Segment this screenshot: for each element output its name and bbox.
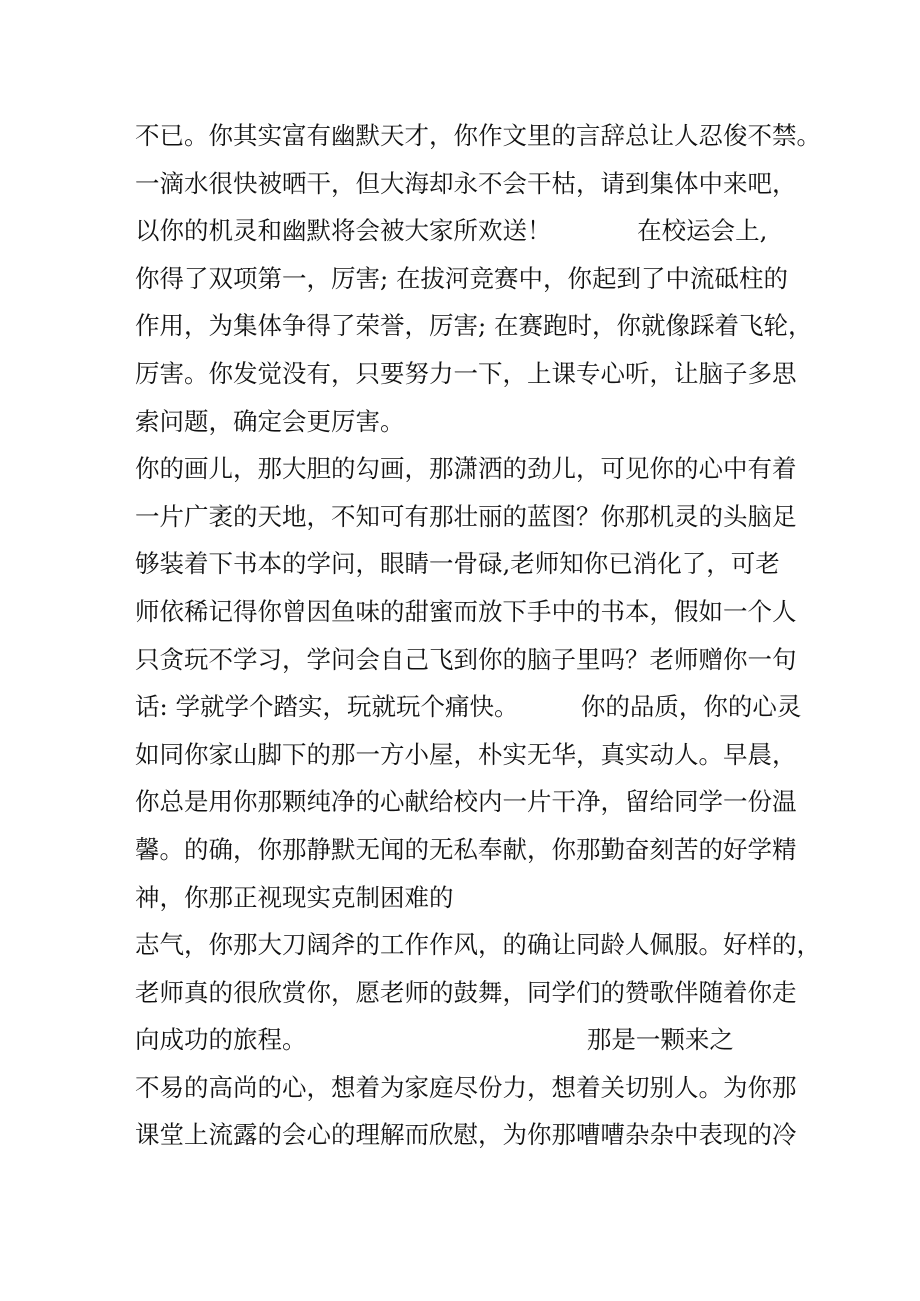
- text-line: 你得了双项第一，厉害; 在拔河竞赛中，你起到了中流砥柱的: [135, 263, 789, 293]
- text-line: 向成功的旅程。 那是一颗来之: [135, 1025, 734, 1055]
- text-line: 够装着下书本的学问，眼睛一骨碌,老师知你已消化了，可老: [135, 549, 780, 579]
- text-line: 你的画儿，那大胆的勾画，那潇洒的劲儿，可见你的心中有着: [135, 454, 797, 484]
- text-line: 一片广袤的天地，不知可有那壮丽的蓝图？你那机灵的头脑足: [135, 501, 797, 531]
- text-line: 不已。你其实富有幽默天才，你作文里的言辞总让人忍俊不禁。: [135, 121, 821, 150]
- text-line: 师依稀记得你曾因鱼味的甜蜜而放下手中的书本，假如一个人: [135, 596, 797, 626]
- text-line: 如同你家山脚下的那一方小屋，朴实无华，真实动人。早晨，: [135, 739, 797, 769]
- body-text: [135, 112, 821, 1159]
- text-line: 一滴水很快被晒干，但大海却永不会干枯，请到集体中来吧，: [135, 168, 797, 198]
- text-line: 作用，为集体争得了荣誉，厉害; 在赛跑时，你就像踩着飞轮，: [135, 311, 813, 341]
- text-line: 话: 学就学个踏实，玩就玩个痛快。 你的品质，你的心灵: [135, 692, 802, 722]
- text-line: 以你的机灵和幽默将会被大家所欢送！ 在校运会上,: [135, 216, 768, 246]
- text-line: 你总是用你那颗纯净的心献给校内一片干净，留给同学一份温: [135, 787, 797, 817]
- text-line: 厉害。你发觉没有，只要努力一下，上课专心听，让脑子多思: [135, 358, 797, 388]
- text-line: 索问题，确定会更厉害。: [135, 406, 405, 436]
- text-line: 馨。的确，你那静默无闻的无私奉献，你那勤奋刻苦的好学精: [135, 834, 797, 864]
- text-line: 老师真的很欣赏你，愿老师的鼓舞，同学们的赞歌伴随着你走: [135, 977, 797, 1007]
- text-line: 不易的高尚的心，想着为家庭尽份力，想着关切别人。为你那: [135, 1072, 797, 1102]
- text-line: 课堂上流露的会心的理解而欣慰，为你那嘈嘈杂杂中表现的冷: [135, 1120, 797, 1150]
- text-line: 只贪玩不学习，学问会自己飞到你的脑子里吗？老师赠你一句: [135, 644, 797, 674]
- text-line: 志气，你那大刀阔斧的工作作风，的确让同龄人佩服。好样的，: [135, 930, 821, 960]
- text-line: 神，你那正视现实克制困难的: [135, 882, 454, 912]
